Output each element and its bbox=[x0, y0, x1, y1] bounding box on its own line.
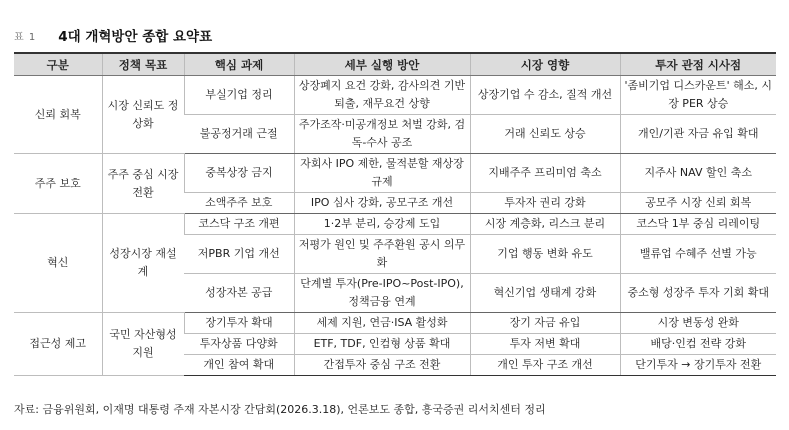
column-header-goal: 정책 목표 bbox=[102, 53, 184, 76]
column-header-task: 핵심 과제 bbox=[184, 53, 294, 76]
insight-cell: 개인/기관 자금 유입 확대 bbox=[620, 115, 776, 154]
plan-cell: ETF, TDF, 인컴형 상품 확대 bbox=[294, 334, 470, 355]
task-cell: 중복상장 금지 bbox=[184, 154, 294, 193]
plan-cell: 주가조작·미공개정보 처벌 강화, 검독-수사 공조 bbox=[294, 115, 470, 154]
source-note: 자료: 금융위원회, 이재명 대통령 주재 자본시장 간담회(2026.3.18), 언론보도 종합, 흥국증권 리서치센터 정리 bbox=[14, 403, 546, 416]
task-cell: 불공정거래 근절 bbox=[184, 115, 294, 154]
plan-cell: 간접투자 중심 구조 전환 bbox=[294, 355, 470, 376]
impact-cell: 장기 자금 유입 bbox=[470, 313, 620, 334]
task-cell: 코스닥 구조 개편 bbox=[184, 214, 294, 235]
task-cell: 소액주주 보호 bbox=[184, 193, 294, 214]
plan-cell: 1·2부 분리, 승강제 도입 bbox=[294, 214, 470, 235]
insight-cell: 시장 변동성 완화 bbox=[620, 313, 776, 334]
table-number: 표 1 bbox=[14, 31, 37, 43]
insight-cell: 배당·인컴 전략 강화 bbox=[620, 334, 776, 355]
plan-cell: 저평가 원인 및 주주환원 공시 의무화 bbox=[294, 235, 470, 274]
impact-cell: 투자 저변 확대 bbox=[470, 334, 620, 355]
column-header-category: 구분 bbox=[14, 53, 102, 76]
summary-table bbox=[14, 52, 776, 376]
table-row bbox=[14, 154, 776, 193]
impact-cell: 지배주주 프리미엄 축소 bbox=[470, 154, 620, 193]
column-header-insight: 투자 관점 시사점 bbox=[620, 53, 776, 76]
task-cell: 장기투자 확대 bbox=[184, 313, 294, 334]
plan-cell: 단계별 투자(Pre-IPO~Post-IPO), 정책금융 연계 bbox=[294, 274, 470, 313]
table-row bbox=[14, 313, 776, 334]
category-cell: 접근성 제고 bbox=[14, 313, 102, 376]
insight-cell: 지주사 NAV 할인 축소 bbox=[620, 154, 776, 193]
goal-cell: 시장 신뢰도 정상화 bbox=[102, 76, 184, 154]
category-cell: 주주 보호 bbox=[14, 154, 102, 214]
task-cell: 성장자본 공급 bbox=[184, 274, 294, 313]
task-cell: 투자상품 다양화 bbox=[184, 334, 294, 355]
insight-cell: 공모주 시장 신뢰 회복 bbox=[620, 193, 776, 214]
impact-cell: 거래 신뢰도 상승 bbox=[470, 115, 620, 154]
task-cell: 부실기업 정리 bbox=[184, 76, 294, 115]
category-cell: 신뢰 회복 bbox=[14, 76, 102, 154]
impact-cell: 혁신기업 생태계 강화 bbox=[470, 274, 620, 313]
insight-cell: 중소형 성장주 투자 기회 확대 bbox=[620, 274, 776, 313]
table-caption bbox=[14, 25, 212, 45]
impact-cell: 기업 행동 변화 유도 bbox=[470, 235, 620, 274]
impact-cell: 개인 투자 구조 개선 bbox=[470, 355, 620, 376]
goal-cell: 국민 자산형성 지원 bbox=[102, 313, 184, 376]
plan-cell: 상장폐지 요건 강화, 감사의견 기반 퇴출, 재무요건 상향 bbox=[294, 76, 470, 115]
plan-cell: 세제 지원, 연금·ISA 활성화 bbox=[294, 313, 470, 334]
insight-cell: '좀비기업 디스카운트' 해소, 시장 PER 상승 bbox=[620, 76, 776, 115]
task-cell: 저PBR 기업 개선 bbox=[184, 235, 294, 274]
table-row bbox=[14, 214, 776, 235]
insight-cell: 단기투자 → 장기투자 전환 bbox=[620, 355, 776, 376]
insight-cell: 코스닥 1부 중심 리레이팅 bbox=[620, 214, 776, 235]
goal-cell: 성장시장 재설계 bbox=[102, 214, 184, 313]
impact-cell: 상장기업 수 감소, 질적 개선 bbox=[470, 76, 620, 115]
table-title: 4대 개혁방안 종합 요약표 bbox=[58, 29, 213, 45]
plan-cell: IPO 심사 강화, 공모구조 개선 bbox=[294, 193, 470, 214]
insight-cell: 밸류업 수혜주 선별 가능 bbox=[620, 235, 776, 274]
table-row bbox=[14, 76, 776, 115]
column-header-plan: 세부 실행 방안 bbox=[294, 53, 470, 76]
task-cell: 개인 참여 확대 bbox=[184, 355, 294, 376]
column-header-impact: 시장 영향 bbox=[470, 53, 620, 76]
table-header-row bbox=[14, 53, 776, 76]
goal-cell: 주주 중심 시장 전환 bbox=[102, 154, 184, 214]
category-cell: 혁신 bbox=[14, 214, 102, 313]
impact-cell: 투자자 권리 강화 bbox=[470, 193, 620, 214]
plan-cell: 자회사 IPO 제한, 물적분할 재상장 규제 bbox=[294, 154, 470, 193]
impact-cell: 시장 계층화, 리스크 분리 bbox=[470, 214, 620, 235]
